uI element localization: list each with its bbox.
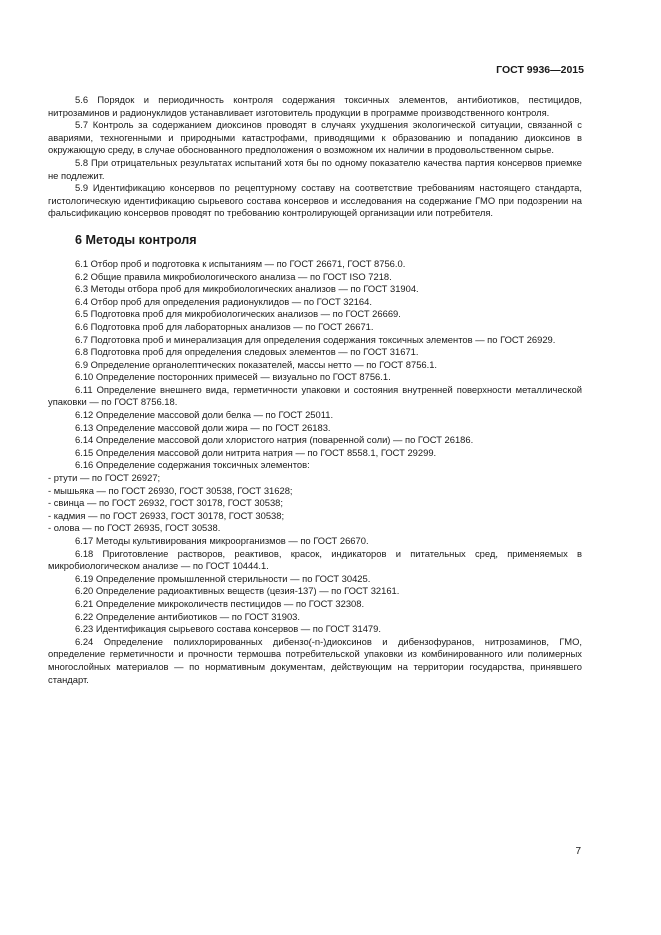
paragraph-5-8: 5.8 При отрицательных результатах испытаний хотя бы по одному показателю качества партия консервов приемке не подлежит. <box>48 156 582 181</box>
dash-item-cadmium: - кадмия — по ГОСТ 26933, ГОСТ 30178, ГОСТ 30538; <box>48 509 285 521</box>
page-number: 7 <box>575 846 581 857</box>
item-6-2: 6.2 Общие правила микробиологического анализа — по ГОСТ ISO 7218. <box>75 270 392 282</box>
item-6-23: 6.23 Идентификация сырьевого состава консервов — по ГОСТ 31479. <box>75 623 381 635</box>
item-6-13: 6.13 Определение массовой доли жира — по ГОСТ 26183. <box>75 421 331 433</box>
item-6-3: 6.3 Методы отбора проб для микробиологических анализов — по ГОСТ 31904. <box>75 283 419 295</box>
dash-item-mercury: - ртути — по ГОСТ 26927; <box>48 472 161 484</box>
item-6-18: 6.18 Приготовление растворов, реактивов, красок, индикаторов и питательных сред, применяемых в микробиологическом анализе — по ГОСТ 10444.1. <box>48 547 582 572</box>
item-6-17: 6.17 Методы культивирования микроорганизмов — по ГОСТ 26670. <box>75 535 369 546</box>
item-6-24: 6.24 Определение полихлорированных дибензо(-n-)диоксинов и дибензофуранов, нитрозаминов, ГМО, определение герметичности и прочности термошва потребительской упаковки из комбинированного или полимерных многослойных материалов — по нормативным документам, действующим на территории государства, принявшего стандарт. <box>48 635 582 685</box>
paragraph-5-9: 5.9 Идентификацию консервов по рецептурному составу на соответствие требованиям настоящего стандарта, гистологическую идентификацию сырьевого состава консервов и исследования на содержание ГМО при подозрении на фальсификацию консервов проводят по требованию контролирующей организации или потребителя. <box>48 182 582 219</box>
item-6-22: 6.22 Определение антибиотиков — по ГОСТ 31903. <box>75 610 300 622</box>
item-6-21: 6.21 Определение микроколичеств пестицидов — по ГОСТ 32308. <box>75 597 365 609</box>
item-6-10: 6.10 Определение посторонних примесей — визуально по ГОСТ 8756.1. <box>75 371 391 383</box>
item-6-19: 6.19 Определение промышленной стерильности — по ГОСТ 30425. <box>75 572 371 584</box>
item-6-14: 6.14 Определение массовой доли хлористого натрия (поваренной соли) — по ГОСТ 26186. <box>75 434 474 446</box>
dash-item-tin: - олова — по ГОСТ 26935, ГОСТ 30538. <box>48 522 221 534</box>
item-6-4: 6.4 Отбор проб для определения радионуклидов — по ГОСТ 32164. <box>75 295 372 307</box>
section-title: 6 Методы контроля <box>75 232 197 247</box>
document-code: ГОСТ 9936—2015 <box>496 64 584 76</box>
item-6-7: 6.7 Подготовка проб и минерализация для определения содержания токсичных элементов — по ГОСТ 26929. <box>75 333 556 345</box>
item-6-9: 6.9 Определение органолептических показателей, массы нетто — по ГОСТ 8756.1. <box>75 358 438 370</box>
item-6-20: 6.20 Определение радиоактивных веществ (цезия-137) — по ГОСТ 32161. <box>75 585 400 597</box>
document-body <box>48 94 582 686</box>
item-6-16: 6.16 Определение содержания токсичных элементов: <box>75 459 310 471</box>
dash-item-lead: - свинца — по ГОСТ 26932, ГОСТ 30178, ГОСТ 30538; <box>48 497 283 509</box>
item-6-15: 6.15 Определения массовой доли нитрита натрия — по ГОСТ 8558.1, ГОСТ 29299. <box>75 446 437 458</box>
paragraph-5-6: 5.6 Порядок и периодичность контроля содержания токсичных элементов, антибиотиков, пестицидов, нитрозаминов и радионуклидов устанавливает изготовитель продукции в программе производственного контроля. <box>48 94 582 118</box>
dash-item-arsenic: - мышьяка — по ГОСТ 26930, ГОСТ 30538, ГОСТ 31628; <box>48 484 293 496</box>
item-6-12: 6.12 Определение массовой доли белка — по ГОСТ 25011. <box>75 409 334 421</box>
item-6-11: 6.11 Определение внешнего вида, герметичности упаковки и состояния внутренней поверхности металлической упаковки — по ГОСТ 8756.18. <box>48 383 582 408</box>
item-6-5: 6.5 Подготовка проб для микробиологических анализов — по ГОСТ 26669. <box>75 308 401 320</box>
item-6-8: 6.8 Подготовка проб для определения следовых элементов — по ГОСТ 31671. <box>75 346 419 358</box>
item-6-6: 6.6 Подготовка проб для лабораторных анализов — по ГОСТ 26671. <box>75 320 374 332</box>
item-6-1: 6.1 Отбор проб и подготовка к испытаниям — по ГОСТ 26671, ГОСТ 8756.0. <box>75 257 406 269</box>
paragraph-5-7: 5.7 Контроль за содержанием диоксинов проводят в случаях ухудшения экологической ситуации, связанной с авариями, техногенными и природными катастрофами, приводящими к образованию и попаданию диоксинов в окружающую среду, в случае обоснованного предположения о возможном их наличии в продовольственном сырье. <box>48 119 582 156</box>
